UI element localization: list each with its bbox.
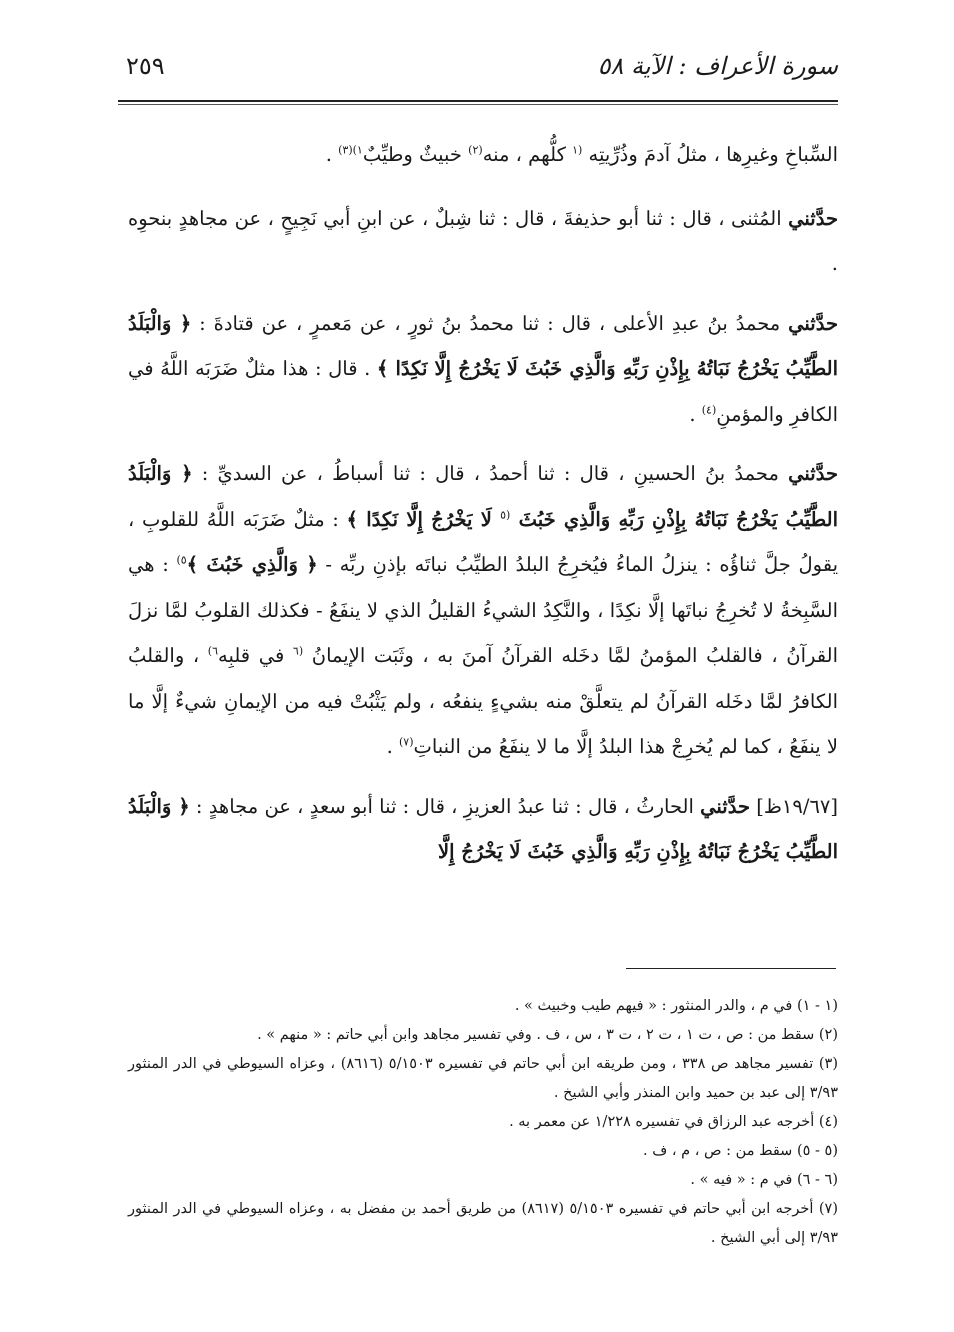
- footnote-marker: (٤): [701, 403, 717, 416]
- footnote: (٢) سقط من : ص ، ت ١ ، ت ٢ ، ت ٣ ، س ، ف . وفي تفسير مجاهد وابن أبي حاتم : « منهم » .: [257, 1027, 838, 1043]
- text-run: : هي السَّبِخةُ لا تُخرِجُ نباتَها إلَّا نكِدًا ، والنَّكِدُ الشيءُ القليلُ الذي لا ينفَعُ - فكذلك القلوبُ لمَّا نزلَ القرآنُ ، فالقلبُ المؤمنُ لمَّا دخَله القرآنُ آمنَ به ، وثَبَت الإيمانُ: [128, 553, 838, 667]
- footnote-divider: [626, 968, 836, 969]
- footnote: (٣) تفسير مجاهد ص ٣٣٨ ، ومن طريقه ابن أبي حاتم في تفسيره ٥/١٥٠٣ (٨٦١٦) ، وعزاه السيوطي في الدر المنثور ٣/٩٣ إلى عبد بن حميد وابن المنذر وأبي الشيخ .: [128, 1056, 838, 1101]
- text-run: : مثلٌ ضَرَبَه اللَّهُ للقلوبِ ، يقولُ جلَّ ثناؤُه : ينزلُ الماءُ فيُخرِجُ البلدُ الطيِّبُ نباتَه بإذنِ ربِّه -: [128, 507, 838, 576]
- text-run: كلُّهم ، منه: [482, 143, 573, 166]
- header-divider: [118, 100, 838, 102]
- footnote-marker: (٦: [292, 644, 304, 658]
- text-run: .: [325, 143, 339, 166]
- quran-verse: لَا يَخْرُجُ إِلَّا نَكِدًا ﴾: [346, 507, 501, 531]
- paragraph: [128, 132, 838, 178]
- paragraph: [128, 784, 838, 875]
- footnote-marker: (٥: [500, 508, 511, 521]
- paragraph: [128, 451, 838, 770]
- text-run: . قال : هذا مثلٌ ضَرَبَه اللَّهُ في الكافرِ والمؤمنِ: [128, 357, 838, 426]
- main-text: [128, 132, 838, 889]
- footnote: (٤) أخرجه عبد الرزاق في تفسيره ١/٢٢٨ عن معمر به .: [509, 1114, 838, 1130]
- quran-verse: ﴿ وَالْبَلَدُ الطَّيِّبُ يَخْرُجُ نَبَاتُهُ بِإِذْنِ رَبِّهِ وَالَّذِي خَبُثَ لَا يَخْرُجُ إِلَّا نَكِدًا ﴾: [128, 311, 838, 380]
- text-run: محمدُ بنُ عبدِ الأعلى ، قال : ثنا محمدُ بنُ ثورٍ ، عن مَعمرٍ ، عن قتادةَ :: [191, 311, 789, 335]
- text-run: الحارثُ ، قال : ثنا عبدُ العزيزِ ، قال : ثنا أبو سعدٍ ، عن مجاهدٍ :: [189, 794, 701, 818]
- footnote: (٧) أخرجه ابن أبي حاتم في تفسيره ٥/١٥٠٣ (٨٦١٧) من طريق أحمد بن مفضل به ، وعزاه السيوطي في الدر المنثور ٣/٩٣ إلى أبي الشيخ .: [128, 1201, 838, 1246]
- footnote-marker: (٢): [468, 143, 483, 157]
- paragraph: [128, 301, 838, 438]
- footnote: (٦ - ٦) في م : « فيه » .: [690, 1172, 838, 1188]
- footnote-marker: ١)(٣): [338, 143, 363, 157]
- paragraph: [128, 196, 838, 287]
- hadith-lead: حدَّثني: [700, 794, 751, 818]
- text-run: [١٩/٦٧ظ]: [750, 794, 838, 818]
- header-divider-thin: [118, 104, 838, 105]
- footnote-marker: (٧): [398, 735, 414, 749]
- text-run: في قلبِه: [218, 644, 293, 667]
- footnote: (١ - ١) في م ، والدر المنثور : « فيهم طيب وخبيث » .: [514, 998, 838, 1014]
- quran-verse: ﴿ وَالْبَلَدُ الطَّيِّبُ يَخْرُجُ نَبَاتُهُ بِإِذْنِ رَبِّهِ وَالَّذِي خَبُثَ لَا يَخْرُجُ إِلَّا: [128, 794, 838, 863]
- text-run: ، والقلبُ الكافرُ لمَّا دخَله القرآنُ لم يتعلَّقْ منه بشيءٍ ينفعُه ، ولم يَثْبُتْ فيه من الإيمانِ شيءٌ إلَّا ما لا ينفَعُ ، كما لم يُخرِجْ هذا البلدُ إلَّا ما لا ينفَعُ من النباتِ: [128, 644, 838, 758]
- footnotes: [128, 992, 838, 1253]
- running-header: [118, 52, 838, 92]
- quran-verse: ﴿ وَالَّذِي خَبُثَ ﴾: [186, 553, 318, 576]
- text-run: المُثنى ، قال : ثنا أبو حذيفةَ ، قال : ثنا شِبلٌ ، عن ابنِ أبي نَجِيحٍ ، عن مجاهدٍ بنحوِه .: [128, 206, 838, 275]
- hadith-lead: حدَّثني: [788, 462, 838, 485]
- footnote-marker: ٦): [207, 644, 218, 658]
- surah-title: سورة الأعراف : الآية ٥٨: [597, 52, 838, 80]
- footnote-marker: (١: [572, 143, 583, 157]
- footnote: (٥ - ٥) سقط من : ص ، م ، ف .: [643, 1143, 838, 1159]
- hadith-lead: حدَّثني: [788, 206, 838, 230]
- text-run: .: [386, 735, 399, 758]
- hadith-lead: حدَّثني: [788, 311, 838, 335]
- page-number: ٢٥٩: [126, 52, 165, 80]
- quran-verse: ﴿ وَالْبَلَدُ الطَّيِّبُ يَخْرُجُ نَبَاتُهُ بِإِذْنِ رَبِّهِ وَالَّذِي خَبُثَ: [128, 462, 838, 531]
- text-run: خبيثٌ وطيِّبٌ: [362, 143, 469, 166]
- text-run: محمدُ بنُ الحسينِ ، قال : ثنا أحمدُ ، قال : ثنا أسباطُ ، عن السديِّ :: [192, 462, 789, 485]
- footnote-marker: ٥): [176, 553, 187, 567]
- text-run: .: [689, 402, 702, 426]
- text-run: السِّباخِ وغيرِها ، مثلُ آدمَ وذُرِّيتِه: [582, 143, 838, 166]
